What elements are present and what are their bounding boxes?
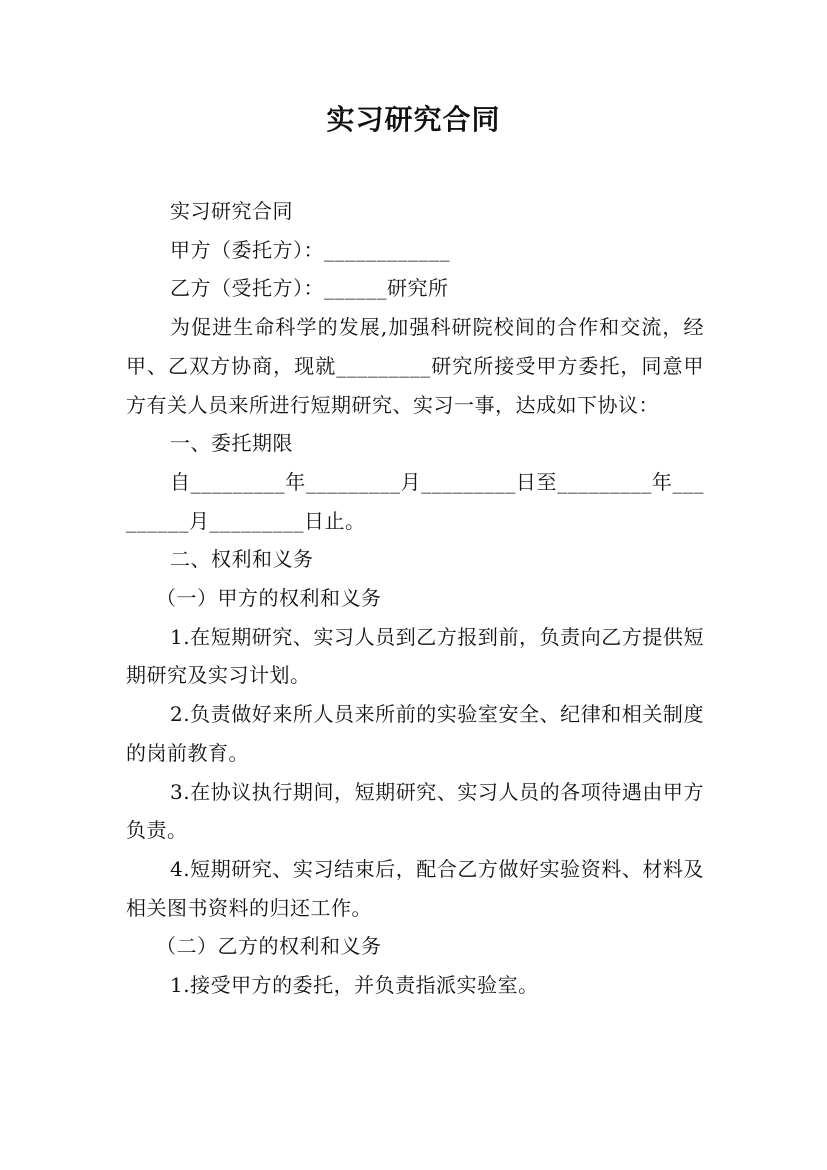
party-a-clause-3: 3.在协议执行期间，短期研究、实习人员的各项待遇由甲方负责。 <box>126 779 704 843</box>
document-body <box>126 192 704 1005</box>
party-a-clause-4: 4.短期研究、实习结束后，配合乙方做好实验资料、材料及相关图书资料的归还工作。 <box>126 856 704 920</box>
party-a-clause-2: 2.负责做好来所人员来所前的实验室安全、纪律和相关制度的岗前教育。 <box>126 702 704 765</box>
subsection-heading-party-a: （一）甲方的权利和义务 <box>156 586 382 611</box>
party-a-line: 甲方（委托方）：____________ <box>170 237 450 262</box>
subsection-heading-party-b: （二）乙方的权利和义务 <box>156 934 382 959</box>
document-title: 实习研究合同 <box>326 103 501 136</box>
contract-heading-line: 实习研究合同 <box>170 199 293 223</box>
section-heading-term: 一、委托期限 <box>170 431 293 456</box>
party-b-clause-1: 1.接受甲方的委托，并负责指派实验室。 <box>170 973 539 998</box>
term-dates-paragraph: 自_________年_________月_________日至_________年_________月_________日止。 <box>126 469 704 533</box>
preamble-paragraph: 为促进生命科学的发展,加强科研院校间的合作和交流，经甲、乙双方协商，现就_________研究所接受甲方委托，同意甲方有关人员来所进行短期研究、实习一事，达成如下协议： <box>126 315 704 417</box>
party-b-line: 乙方（受托方）：______研究所 <box>170 276 449 301</box>
section-heading-rights: 二、权利和义务 <box>170 547 314 572</box>
party-a-clause-1: 1.在短期研究、实习人员到乙方报到前，负责向乙方提供短期研究及实习计划。 <box>126 624 704 688</box>
